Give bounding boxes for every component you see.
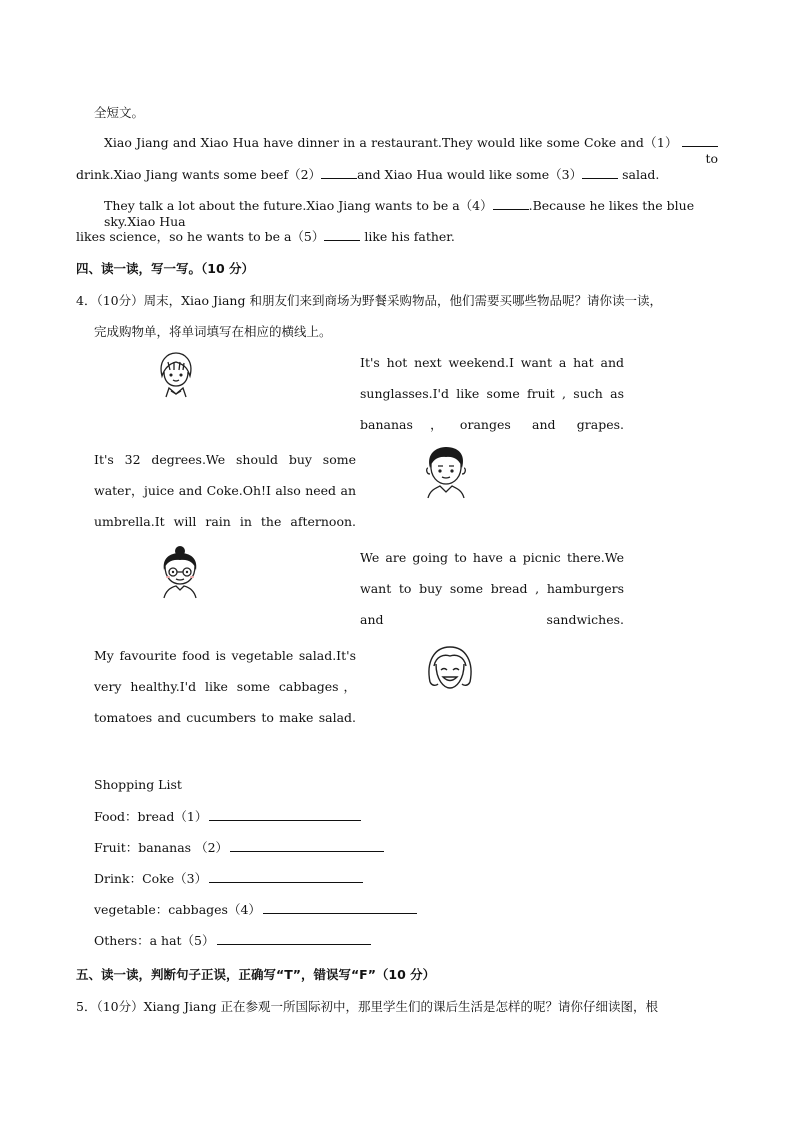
shopping-blank-4[interactable] xyxy=(263,901,417,914)
passage-line-1: Xiao Jiang and Xiao Hua have dinner in a restaurant.They would like some Coke and（1） to xyxy=(104,135,718,166)
shopping-row-4: vegetable：cabbages（4） xyxy=(94,901,417,917)
section-4-heading: 四、读一读，写一写。（10 分） xyxy=(76,261,254,276)
passage-line-3: They talk a lot about the future.Xiao Jiang wants to be a（4） .Because he likes the blue sky.Xiao Hua xyxy=(104,198,695,229)
section-5-heading: 五、读一读，判断句子正误，正确写“T”，错误写“F”（10 分） xyxy=(76,967,436,982)
blank-2[interactable] xyxy=(321,166,357,179)
speech-3: We are going to have a picnic there.We want to buy some bread , hamburgers and sandwiches. xyxy=(360,550,624,627)
shopping-list-title: Shopping List xyxy=(94,777,182,792)
glasses-girl-avatar-icon xyxy=(156,544,206,600)
girl-avatar-icon xyxy=(154,350,198,400)
shopping-blank-1[interactable] xyxy=(209,808,361,821)
shopping-row-5: Others：a hat（5） xyxy=(94,932,371,948)
speech-2: It's 32 degrees.We should buy some water，juice and Coke.Oh!I also need an umbrella.It will rain in the afternoon. xyxy=(94,452,356,529)
blank-4[interactable] xyxy=(493,197,529,210)
speech-4: My favourite food is vegetable salad.It's very healthy.I'd like some cabbages，tomatoes and cucumbers to make salad. xyxy=(94,648,356,725)
question-4-line-2: 完成购物单，将单词填写在相应的横线上。 xyxy=(94,324,332,339)
shopping-blank-2[interactable] xyxy=(230,839,384,852)
shopping-blank-5[interactable] xyxy=(217,932,371,945)
passage-line-2: drink.Xiao Jiang wants some beef（2） and Xiao Hua would like some（3） salad. xyxy=(76,167,660,182)
boy-avatar-icon xyxy=(420,444,472,500)
shopping-blank-3[interactable] xyxy=(209,870,363,883)
speech-1: It's hot next weekend.I want a hat and sunglasses.I'd like some fruit , such as bananas，oranges and grapes. xyxy=(360,355,624,432)
shopping-row-2: Fruit：bananas （2） xyxy=(94,839,384,855)
question-4-line-1: 4．（10分）周末，Xiao Jiang 和朋友们来到商场为野餐采购物品，他们需要买哪些物品呢？请你读一读， xyxy=(76,293,662,308)
passage-line-4: likes science，so he wants to be a（5） like his father. xyxy=(76,229,455,244)
question-5-line-1: 5．（10分）Xiang Jiang 正在参观一所国际初中，那里学生们的课后生活是怎样的呢？请你仔细读图，根 xyxy=(76,999,658,1014)
blank-1[interactable] xyxy=(682,134,718,147)
shopping-row-3: Drink：Coke（3） xyxy=(94,870,363,886)
blank-5[interactable] xyxy=(324,228,360,241)
shopping-row-1: Food：bread（1） xyxy=(94,808,361,824)
smiling-girl-avatar-icon xyxy=(424,642,476,694)
blank-3[interactable] xyxy=(582,166,618,179)
fragment-text: 全短文。 xyxy=(94,105,145,120)
